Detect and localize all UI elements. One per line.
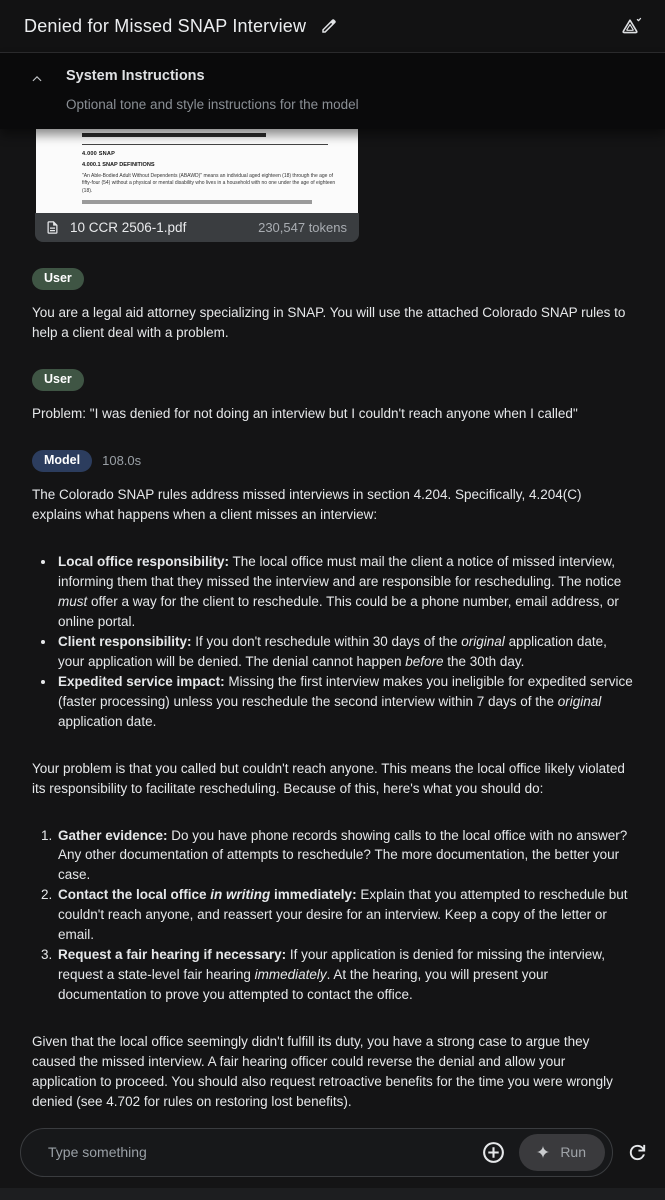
pdf-subheading: 4.000.1 SNAP DEFINITIONS — [82, 162, 155, 168]
pdf-cut-text-line — [82, 133, 266, 137]
pdf-paragraph: "An Able-Bodied Adult Without Dependents (ABAWD)" means an individual aged eighteen (18) through the age of fifty-four (54) without a physical or mental disability who lives in a household with no one under the age of eighteen (18). — [82, 173, 336, 194]
message-paragraph: The Colorado SNAP rules address missed interviews in section 4.204. Specifically, 4.204(C) explains what happens when a client misses an interview: — [32, 486, 582, 522]
message — [32, 450, 633, 1112]
page-title: Denied for Missed SNAP Interview — [24, 15, 307, 36]
add-attachment-button[interactable] — [481, 1140, 506, 1165]
list-item: • Local office responsibility: The local office must mail the client a notice of missed interview, informing them that they missed the interview and are responsible for rescheduling. The notice must offer a way for the client to reschedule. This could be a phone number, email address, or online portal. — [56, 552, 633, 632]
list-item: • Expedited service impact: Missing the first interview makes you ineligible for expedited service (faster processing) unless you reschedule the second interview within 7 days of the original application date. — [56, 672, 633, 732]
message-paragraph: Problem: "I was denied for not doing an interview but I couldn't reach anyone when I called" — [32, 405, 578, 421]
message-paragraph: Your problem is that you called but couldn't reach anyone. This means the local office likely violated its responsibility to facilitate rescheduling. Because of this, here's what you should do: — [32, 760, 625, 796]
chat-scroll-area[interactable] — [0, 129, 665, 1158]
attachment-filename: 10 CCR 2506-1.pdf — [70, 220, 187, 235]
role-badge: User — [32, 369, 84, 391]
run-button-label: Run — [560, 1144, 586, 1160]
prompt-input[interactable] — [20, 1128, 613, 1177]
save-status-icon[interactable] — [619, 14, 643, 38]
prompt-placeholder: Type something — [48, 1144, 147, 1160]
list-item: 3. Request a fair hearing if necessary: If your application is denied for missing the interview, request a state-level fair hearing immediately. At the hearing, you will present your documentation to prove you attempted to contact the office. — [56, 945, 633, 1005]
response-duration: 108.0s — [102, 453, 142, 469]
message-paragraph: Given that the local office seemingly didn't fulfill its duty, you have a strong case to argue they caused the missed interview. A fair hearing officer could reverse the denial and allow your application to proceed. You should also request retroactive benefits for the time you were wrongly denied (see 4.702 for rules on restoring lost benefits). — [32, 1034, 613, 1110]
rerun-button[interactable] — [626, 1141, 649, 1164]
document-icon — [45, 220, 60, 235]
attachment-token-count: 230,547 tokens — [258, 220, 347, 235]
message-paragraph: You are a legal aid attorney specializing in SNAP. You will use the attached Colorado SNAP rules to help a client deal with a problem. — [32, 305, 626, 340]
attachment-card[interactable] — [36, 129, 358, 242]
role-badge: Model — [32, 450, 92, 472]
list-item: 1. Gather evidence: Do you have phone records showing calls to the local office with no answer? Any other documentation of attempts to reschedule? The more documentation, the better your case. — [56, 826, 633, 886]
message — [32, 268, 633, 343]
message-list — [32, 268, 633, 1112]
list-item: • Client responsibility: If you don't reschedule within 30 days of the original application date, your application will be denied. The denial cannot happen before the 30th day. — [56, 632, 633, 672]
attachment-footer[interactable] — [35, 213, 359, 242]
edit-title-icon[interactable] — [320, 17, 338, 35]
spark-icon — [535, 1144, 551, 1160]
run-button[interactable] — [519, 1134, 605, 1171]
system-instructions-panel[interactable] — [0, 53, 665, 129]
list-item: 2. Contact the local office in writing immediately: Explain that you attempted to reschedule but couldn't reach anyone, and reassert your desire for an interview. Keep a copy of the letter or email. — [56, 885, 633, 945]
numbered-list — [32, 826, 633, 1006]
system-instructions-title: System Instructions — [66, 68, 205, 84]
pdf-preview — [36, 129, 358, 213]
composer-bar — [0, 1116, 665, 1188]
pdf-heading: 4.000 SNAP — [82, 151, 116, 157]
collapse-chevron-icon[interactable] — [28, 70, 46, 88]
message — [32, 369, 633, 424]
app-header — [0, 0, 665, 53]
bottom-strip — [0, 1188, 665, 1200]
system-instructions-input[interactable]: Optional tone and style instructions for the model — [66, 97, 359, 112]
pdf-cut-text-line-2 — [82, 200, 312, 204]
bullet-list — [32, 552, 633, 732]
role-badge: User — [32, 268, 84, 290]
